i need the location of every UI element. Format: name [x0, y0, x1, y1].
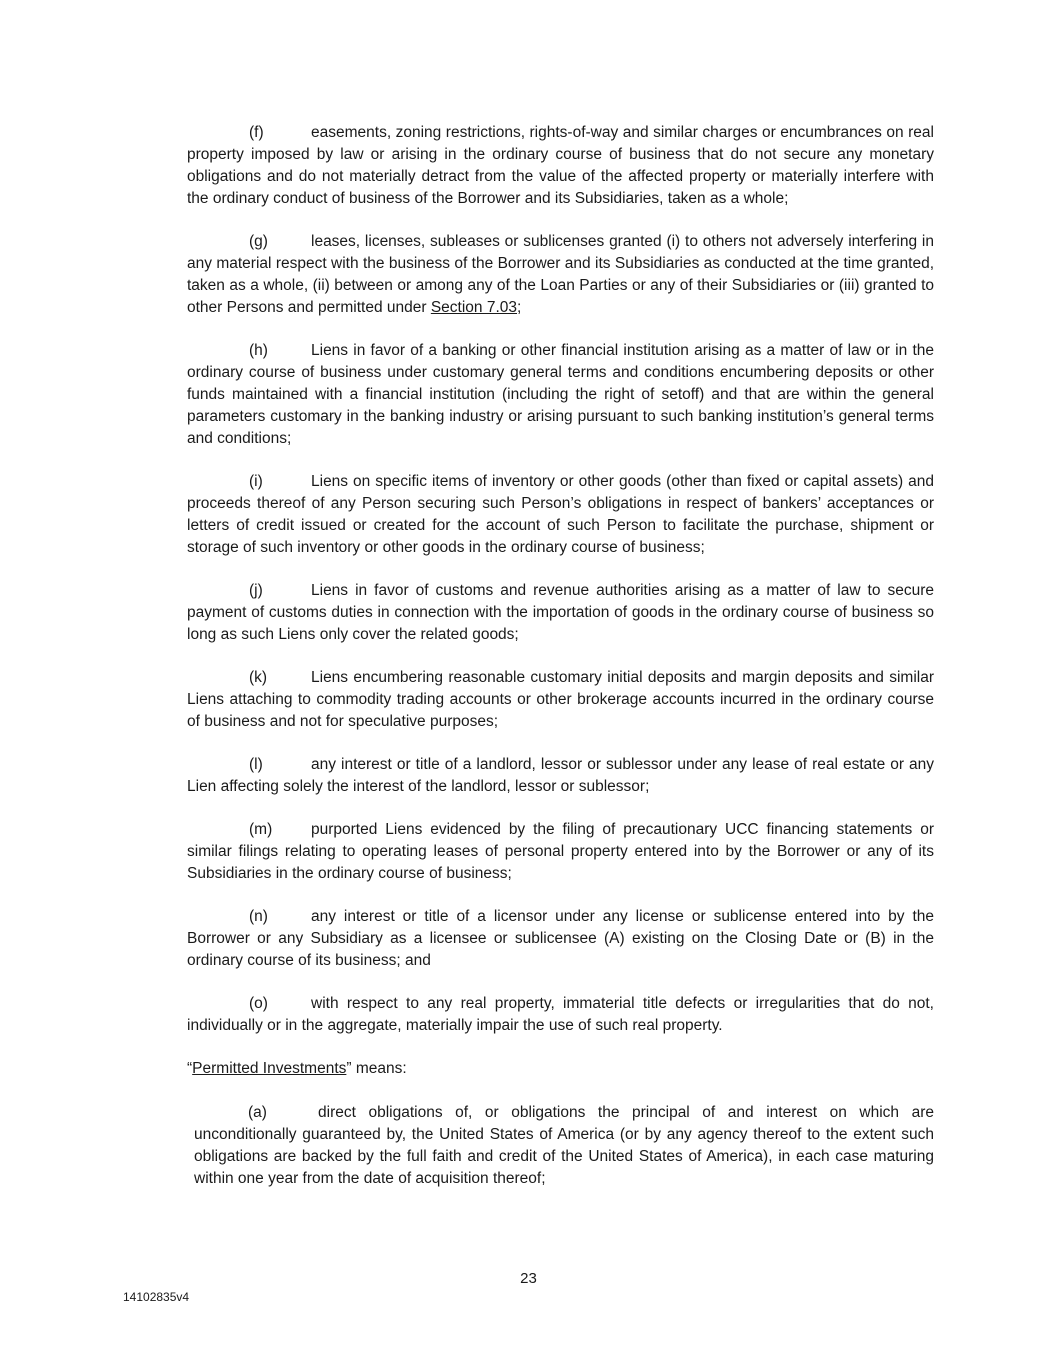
clause-text: Liens in favor of a banking or other financial institution arising as a matter of law or in the ordinary course of business under customary general terms and conditions encumbering deposits or other funds maintained with a financial institution (including the right of setoff) and that are within the general parameters customary in the banking industry or arising pursuant to such banking institution’s general terms and conditions;	[187, 342, 934, 447]
clause-label: (l)	[249, 756, 263, 773]
defined-term: Permitted Investments	[192, 1060, 347, 1077]
clause-i	[187, 471, 934, 559]
clause-g	[187, 231, 934, 319]
clause-h	[187, 340, 934, 450]
clause-label: (i)	[249, 473, 263, 490]
clause-label: (h)	[249, 342, 268, 359]
clause-l	[187, 754, 934, 798]
clause-text: easements, zoning restrictions, rights-of-way and similar charges or encumbrances on real property imposed by law or arising in the ordinary course of business that do not secure any monetary obligations and do not materially detract from the value of the affected property or materially interfere with the ordinary conduct of business of the Borrower and its Subsidiaries, taken as a whole;	[187, 124, 934, 207]
clause-text-end: ;	[517, 299, 522, 316]
clause-text: Liens in favor of customs and revenue authorities arising as a matter of law to secure payment of customs duties in connection with the importation of goods in the ordinary course of business so long as such Liens only cover the related goods;	[187, 582, 934, 643]
clause-text: with respect to any real property, immaterial title defects or irregularities that do not, individually or in the aggregate, materially impair the use of such real property.	[187, 995, 934, 1034]
clause-text: purported Liens evidenced by the filing of precautionary UCC financing statements or similar filings relating to operating leases of personal property entered into by the Borrower or any of its Subsidiaries in the ordinary course of business;	[187, 821, 934, 882]
page-number: 23	[520, 1270, 537, 1287]
clause-label: (g)	[249, 233, 268, 250]
clause-j	[187, 580, 934, 646]
section-reference-link[interactable]: Section 7.03	[430, 299, 518, 316]
open-quote: “	[187, 1060, 193, 1077]
clause-label: (j)	[249, 582, 263, 599]
clause-text: any interest or title of a licensor under any license or sublicense entered into by the Borrower or any Subsidiary as a licensee or sublicensee (A) existing on the Closing Date or (B) in the ordinary course of its business; and	[187, 908, 934, 969]
clause-label: (o)	[249, 995, 268, 1012]
clause-label: (n)	[249, 908, 268, 925]
clause-text: direct obligations of, or obligations the principal of and interest on which are unconditionally guaranteed by, the United States of America (or by any agency thereof to the extent such obligations are backed by the full faith and credit of the United States of America), in each case maturing within one year from the date of acquisition thereof;	[194, 1104, 934, 1187]
clause-text: Liens encumbering reasonable customary initial deposits and margin deposits and similar Liens attaching to commodity trading accounts or other brokerage accounts incurred in the ordinary course of business and not for speculative purposes;	[187, 669, 934, 730]
clause-f	[187, 122, 934, 210]
investment-clause-a	[194, 1102, 934, 1190]
clause-n	[187, 906, 934, 972]
clause-label: (m)	[249, 821, 273, 838]
clause-text: Liens on specific items of inventory or other goods (other than fixed or capital assets) and proceeds thereof of any Person securing such Person’s obligations in respect of bankers’ acceptances or letters of credit issued or created for the account of such Person to facilitate the purchase, shipment or storage of such inventory or other goods in the ordinary course of business;	[187, 473, 934, 556]
clause-m	[187, 819, 934, 885]
clause-label: (k)	[249, 669, 268, 686]
document-body	[187, 122, 934, 1211]
clause-o	[187, 993, 934, 1037]
clause-label: (f)	[249, 124, 264, 141]
clause-text: leases, licenses, subleases or sublicenses granted (i) to others not adversely interfering in any material respect with the business of the Borrower and its Subsidiaries as conducted at the time granted, taken as a whole, (ii) between or among any of the Loan Parties or any of their Subsidiaries or (iii) granted to other Persons and permitted under	[187, 233, 934, 316]
clause-k	[187, 667, 934, 733]
definition-heading	[187, 1058, 934, 1080]
clause-text: any interest or title of a landlord, lessor or sublessor under any lease of real estate or any Lien affecting solely the interest of the landlord, lessor or sublessor;	[187, 756, 934, 795]
document-id: 14102835v4	[123, 1290, 190, 1304]
definition-means: ” means:	[346, 1060, 407, 1077]
clause-label: (a)	[248, 1104, 267, 1121]
